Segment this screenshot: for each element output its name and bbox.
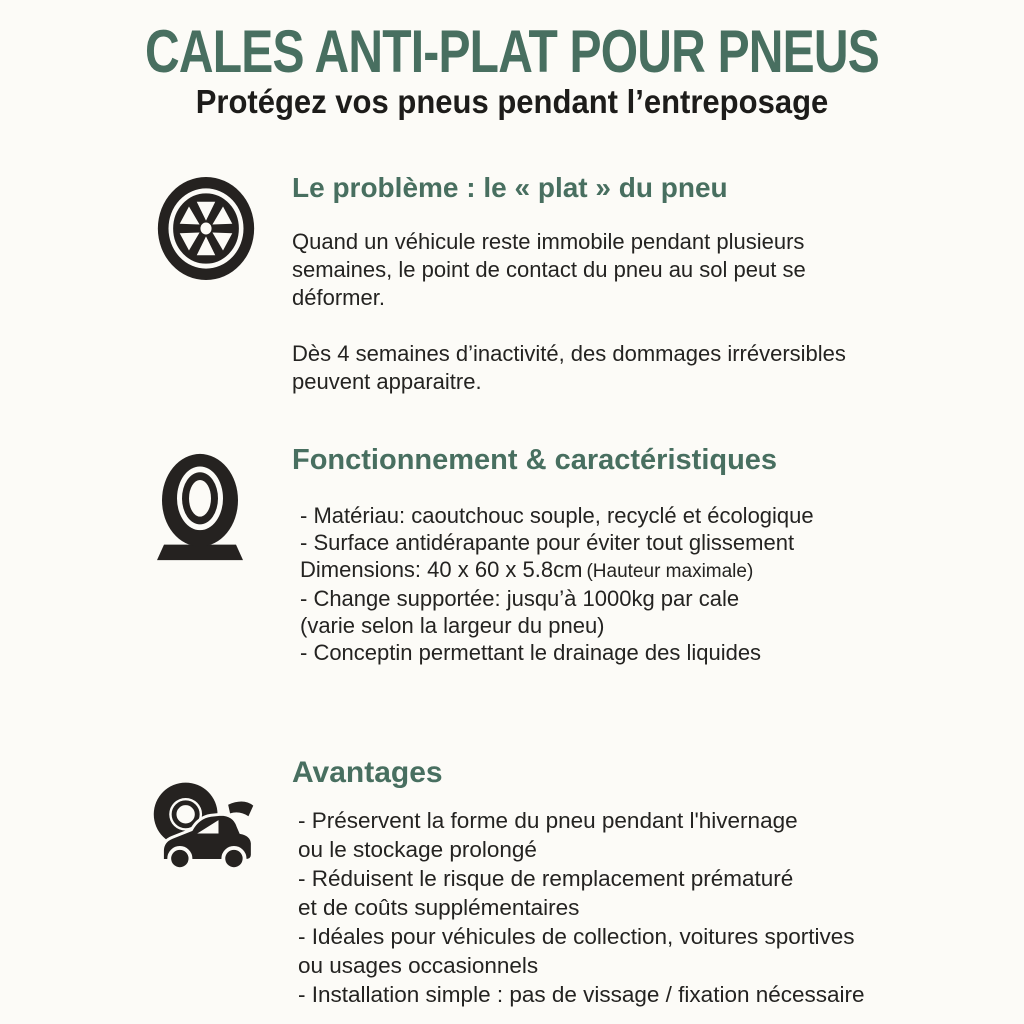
tire-on-chock-icon [150, 452, 250, 562]
bullet-text: - Réduisent le risque de remplacement prématuré [298, 866, 794, 891]
bullet-line [298, 864, 865, 893]
bullet-text: - Installation simple : pas de vissage / fixation nécessaire [298, 982, 865, 1007]
bullet-text: Dimensions: 40 x 60 x 5.8cm [300, 557, 583, 582]
bullet-line [300, 639, 814, 666]
bullet-text: et de coûts supplémentaires [298, 895, 580, 920]
bullet-text: ou usages occasionnels [298, 953, 539, 978]
bullet-text: - Conceptin permettant le drainage des liquides [300, 640, 762, 665]
bullet-line [300, 529, 814, 556]
section-heading-fonctionnement: Fonctionnement & caractéristiques [292, 444, 778, 476]
bullet-line [298, 835, 865, 864]
paragraph: Quand un véhicule reste immobile pendant plusieurs semaines, le point de contact du pneu au sol peut se déformer. [292, 229, 806, 310]
bullet-line [300, 612, 814, 639]
paragraph: Dès 4 semaines d’inactivité, des dommages irréversibles peuvent apparaitre. [292, 341, 846, 394]
bullet-text: - Idéales pour véhicules de collection, voitures sportives [298, 924, 855, 949]
page-subtitle: Protégez vos pneus pendant l’entreposage [195, 83, 829, 120]
bullet-line [300, 502, 814, 529]
bullet-line [298, 980, 865, 1009]
bullet-line [298, 922, 865, 951]
bullet-text: - Change supportée: jusqu’à 1000kg par cale [300, 586, 740, 611]
bullet-text: ou le stockage prolongé [298, 837, 537, 862]
bullet-note: (Hauteur maximale) [586, 561, 754, 582]
bullet-text: - Surface antidérapante pour éviter tout glissement [300, 530, 795, 555]
section-heading-avantages: Avantages [292, 756, 443, 789]
avantages-bullets [298, 806, 865, 1009]
bullet-text: (varie selon la largeur du pneu) [300, 613, 605, 638]
bullet-line [300, 585, 814, 612]
bullet-text: - Préservent la forme du pneu pendant l'hivernage [298, 808, 798, 833]
probleme-paragraphs [292, 228, 877, 424]
tire-icon [156, 175, 256, 282]
fonctionnement-bullets [300, 502, 814, 666]
section-heading-probleme: Le problème : le « plat » du pneu [292, 172, 728, 203]
car-with-tire-icon [147, 772, 261, 872]
page-title: CALES ANTI-PLAT POUR PNEUS [145, 18, 879, 85]
bullet-text: - Matériau: caoutchouc souple, recyclé et écologique [300, 503, 814, 528]
bullet-line [300, 556, 814, 585]
bullet-line [298, 893, 865, 922]
bullet-line [298, 951, 865, 980]
bullet-line [298, 806, 865, 835]
